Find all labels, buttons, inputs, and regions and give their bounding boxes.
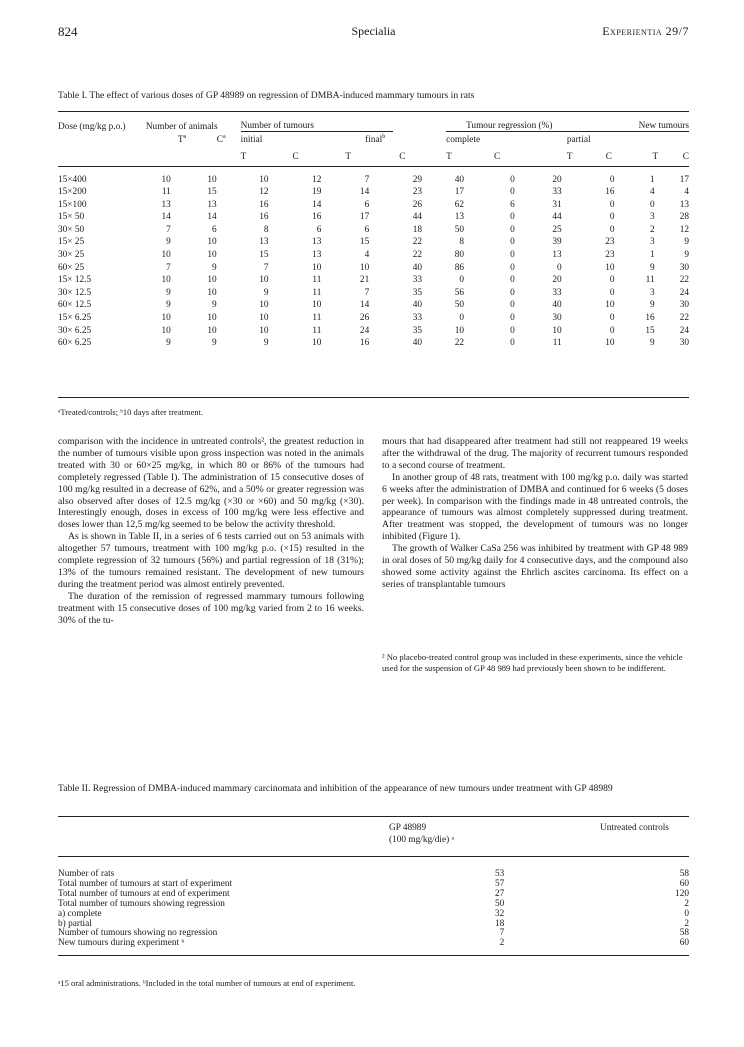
value-cell: 58	[679, 869, 689, 879]
value-cell: 11	[312, 275, 322, 286]
value-cell: 2	[684, 898, 689, 909]
table1-bottom-rule	[58, 397, 689, 398]
value-cell: 15	[359, 237, 370, 248]
value-cell: 40	[412, 300, 423, 311]
hdr-partial-T: T	[566, 151, 573, 162]
value-cell: 29	[412, 174, 423, 185]
table2-caption: Table II. Regression of DMBA-induced mammary carcinomata and inhibition of the appearance of new tumours under treatment with GP 48989	[58, 783, 613, 794]
table1-row	[58, 299, 689, 312]
value-cell: 7	[499, 928, 505, 939]
value-cell: 40	[552, 300, 562, 311]
value-cell: 40	[412, 262, 423, 273]
value-cell: 60	[679, 878, 689, 889]
hdr-final-T: T	[345, 151, 352, 162]
hdr-tumours: Number of tumours	[240, 121, 314, 131]
value-cell: 30	[679, 338, 689, 349]
page-number: 824	[58, 24, 78, 39]
dose-cell: 15× 50	[58, 212, 85, 223]
row-label: Total number of tumours at start of experiment	[58, 878, 233, 889]
value-cell: 30	[679, 300, 689, 311]
value-cell: 9	[166, 287, 171, 298]
value-cell: 23	[605, 250, 615, 261]
hdr-complete-T: T	[446, 151, 452, 162]
table2	[58, 870, 689, 949]
value-cell: 6	[212, 224, 217, 235]
value-cell: 10	[259, 300, 269, 311]
value-cell: 26	[412, 199, 423, 210]
value-cell: 2	[499, 938, 505, 949]
value-cell: 44	[552, 212, 562, 223]
value-cell: 9	[166, 237, 171, 248]
value-cell: 10	[605, 262, 615, 273]
value-cell: 14	[207, 212, 217, 223]
value-cell: 15	[645, 325, 655, 336]
value-cell: 16	[359, 338, 370, 349]
value-cell: 10	[207, 313, 217, 324]
value-cell: 27	[495, 888, 505, 899]
dose-cell: 30× 50	[58, 224, 85, 235]
value-cell: 4	[684, 187, 689, 198]
value-cell: 10	[161, 275, 171, 286]
value-cell: 1	[649, 250, 655, 261]
value-cell: 0	[510, 250, 515, 261]
paragraph: mours that had disappeared after treatment had still not reappeared 19 weeks after the withdrawal of the drug. The majority of recurrent tumours responded to a second course of treatment.	[382, 436, 688, 471]
hdr-new: New tumours	[638, 121, 689, 131]
value-cell: 7	[364, 287, 370, 298]
value-cell: 0	[609, 275, 615, 286]
paragraph: comparison with the incidence in untreated controls², the greatest reduction in the number of tumours visible upon gross inspection was noted in the animals treated with 30 or 60×25 mg/kg, in which 80 or 86% of the tumours had completely regressed (Table I). The administration of 15 consecutive doses of 100 mg/kg resulted in a decrease of 62%, and a 50% or greater regression was also observed after doses of 12.5 mg/kg (×30 or ×60) and 50 mg/kg (×30). Interestingly enough, doses in excess of 100 mg/kg were less effective and doses lower than 12,5 mg/kg seemed to be below the activity threshold.	[58, 436, 364, 531]
value-cell: 17	[359, 212, 370, 223]
value-cell: 0	[510, 237, 515, 248]
dose-cell: 60× 6.25	[58, 338, 92, 349]
body-right-column	[382, 436, 688, 591]
dose-cell: 30× 12.5	[58, 287, 92, 298]
value-cell: 56	[454, 287, 464, 298]
value-cell: 17	[454, 187, 464, 198]
section-title: Specialia	[351, 24, 396, 38]
value-cell: 11	[161, 187, 171, 198]
row-label: a) complete	[58, 908, 102, 919]
value-cell: 23	[605, 237, 615, 248]
value-cell: 19	[312, 187, 322, 198]
value-cell: 16	[259, 212, 269, 223]
value-cell: 9	[684, 237, 689, 248]
value-cell: 12	[679, 224, 689, 235]
dose-cell: 30× 25	[58, 250, 85, 261]
value-cell: 11	[552, 338, 562, 349]
value-cell: 22	[679, 275, 689, 286]
value-cell: 4	[364, 250, 370, 261]
value-cell: 21	[359, 275, 370, 286]
hdr-complete-C: C	[493, 151, 501, 162]
value-cell: 10	[207, 275, 217, 286]
value-cell: 8	[459, 237, 464, 248]
value-cell: 0	[609, 325, 615, 336]
value-cell: 15	[259, 250, 269, 261]
row-label: b) partial	[58, 918, 92, 929]
value-cell: 13	[312, 237, 322, 248]
value-cell: 10	[312, 300, 322, 311]
value-cell: 6	[364, 199, 370, 210]
value-cell: 12	[312, 174, 322, 185]
paragraph: In another group of 48 rats, treatment with 100 mg/kg p.o. daily was started 6 weeks after the administration of DMBA and continued for 6 weeks (5 doses per week). In comparison with the findings made in 48 untreated controls, the appearance of tumours was almost completely suppressed during treatment. After treatment was stopped, the development of tumours was no longer inhibited (Figure 1).	[382, 471, 688, 543]
value-cell: 0	[510, 187, 515, 198]
value-cell: 1	[649, 174, 655, 185]
table2-bottom-rule	[58, 955, 689, 956]
value-cell: 3	[649, 237, 655, 248]
value-cell: 40	[454, 174, 464, 185]
dose-cell: 30× 6.25	[58, 325, 92, 336]
value-cell: 0	[649, 199, 655, 210]
page-header	[58, 24, 689, 40]
value-cell: 9	[212, 300, 217, 311]
value-cell: 20	[552, 174, 562, 185]
value-cell: 14	[312, 199, 322, 210]
value-cell: 10	[207, 325, 217, 336]
value-cell: 33	[412, 313, 423, 324]
dose-cell: 15× 12.5	[58, 275, 92, 286]
row-label: Number of rats	[58, 869, 115, 879]
value-cell: 0	[510, 287, 515, 298]
journal-name: Experientia 29/7	[602, 24, 689, 38]
hdr-initial-C: C	[292, 151, 299, 162]
value-cell: 4	[649, 187, 655, 198]
value-cell: 0	[510, 275, 515, 286]
value-cell: 0	[510, 338, 515, 349]
value-cell: 9	[166, 300, 171, 311]
col1-title: GP 48989	[389, 823, 427, 833]
value-cell: 11	[645, 275, 655, 286]
value-cell: 10	[552, 325, 562, 336]
table1	[58, 114, 689, 350]
value-cell: 20	[552, 275, 562, 286]
value-cell: 13	[312, 250, 322, 261]
value-cell: 53	[495, 869, 505, 879]
value-cell: 31	[552, 199, 562, 210]
value-cell: 0	[459, 313, 464, 324]
hdr-final: final$^b$	[345, 132, 393, 149]
table1-row	[58, 211, 689, 224]
hdr-new-C: C	[682, 151, 689, 162]
value-cell: 57	[495, 878, 505, 889]
value-cell: 24	[679, 287, 689, 298]
table1-caption: Table I. The effect of various doses of GP 48989 on regression of DMBA-induced mammary tumours in rats	[58, 90, 475, 101]
dose-cell: 60× 25	[58, 262, 85, 273]
value-cell: 10	[605, 300, 615, 311]
value-cell: 9	[263, 338, 269, 349]
hdr-dose: Dose (mg/kg p.o.)	[58, 121, 126, 132]
value-cell: 13	[161, 199, 171, 210]
value-cell: 10	[207, 237, 217, 248]
value-cell: 0	[609, 313, 615, 324]
value-cell: 0	[609, 287, 615, 298]
table2-top-rule	[58, 816, 689, 817]
dose-cell: 60× 12.5	[58, 300, 92, 311]
value-cell: 11	[312, 325, 322, 336]
value-cell: 8	[263, 224, 269, 235]
value-cell: 22	[412, 237, 423, 248]
value-cell: 10	[161, 325, 171, 336]
hdr-animals: Number of animals	[145, 121, 218, 132]
value-cell: 0	[510, 212, 515, 223]
value-cell: 30	[552, 313, 562, 324]
value-cell: 26	[359, 313, 370, 324]
value-cell: 10	[161, 313, 171, 324]
table2-row	[58, 910, 689, 920]
value-cell: 120	[675, 888, 689, 899]
hdr-animals-T: $T^a$	[177, 134, 187, 146]
value-cell: 7	[364, 174, 370, 185]
value-cell: 80	[454, 250, 464, 261]
value-cell: 9	[684, 250, 689, 261]
value-cell: 0	[459, 275, 464, 286]
hdr-complete: complete	[446, 132, 539, 149]
value-cell: 60	[679, 938, 689, 949]
value-cell: 13	[679, 199, 689, 210]
value-cell: 0	[609, 174, 615, 185]
dose-cell: 15× 25	[58, 237, 85, 248]
value-cell: 14	[161, 212, 171, 223]
dose-cell: 15×400	[58, 174, 87, 185]
value-cell: 0	[557, 262, 562, 273]
value-cell: 10	[161, 250, 171, 261]
value-cell: 10	[259, 313, 269, 324]
value-cell: 9	[649, 300, 655, 311]
table1-row	[58, 249, 689, 262]
table1-row	[58, 224, 689, 237]
value-cell: 14	[359, 187, 370, 198]
value-cell: 0	[510, 300, 515, 311]
dose-cell: 15×200	[58, 187, 87, 198]
value-cell: 15	[207, 187, 217, 198]
value-cell: 22	[679, 313, 689, 324]
value-cell: 50	[454, 300, 464, 311]
table1-row	[58, 262, 689, 275]
value-cell: 0	[510, 325, 515, 336]
value-cell: 10	[259, 275, 269, 286]
table1-row	[58, 236, 689, 249]
hdr-animals-C: $C^a$	[216, 134, 226, 146]
value-cell: 13	[454, 212, 464, 223]
value-cell: 11	[312, 313, 322, 324]
value-cell: 62	[454, 199, 464, 210]
value-cell: 18	[495, 918, 505, 929]
value-cell: 7	[166, 224, 171, 235]
value-cell: 0	[510, 313, 515, 324]
row-label: New tumours during experiment ᵇ	[58, 938, 185, 949]
table2-row	[58, 900, 689, 910]
value-cell: 16	[312, 212, 322, 223]
value-cell: 16	[259, 199, 269, 210]
value-cell: 10	[161, 174, 171, 185]
dose-cell: 15×100	[58, 199, 87, 210]
value-cell: 28	[679, 212, 689, 223]
dose-cell: 15× 6.25	[58, 313, 92, 324]
paragraph: As is shown in Table II, in a series of 6 tests carried out on 53 animals with altogether 57 tumours, treatment with 100 mg/kg p.o. (×15) resulted in the complete regression of 32 tumours (56%) and partial regression of 18 (31%); 13% of the tumours remained resistant. The development of new tumours during the treatment period was almost entirely prevented.	[58, 531, 364, 590]
value-cell: 50	[454, 224, 464, 235]
table1-top-rule	[58, 111, 689, 112]
value-cell: 2	[684, 918, 689, 929]
value-cell: 9	[649, 262, 655, 273]
paragraph: The duration of the remission of regressed mammary tumours following treatment with 15 consecutive doses of 100 mg/kg varied from 2 to 16 weeks. 30% of the tu-	[58, 590, 364, 626]
value-cell: 3	[649, 287, 655, 298]
value-cell: 0	[684, 908, 689, 919]
col1-subtitle: (100 mg/kg/die) ᵃ	[389, 834, 455, 845]
value-cell: 22	[454, 338, 464, 349]
value-cell: 0	[510, 224, 515, 235]
value-cell: 30	[679, 262, 689, 273]
hdr-new-T: T	[652, 151, 659, 162]
value-cell: 7	[166, 262, 171, 273]
value-cell: 0	[510, 174, 515, 185]
value-cell: 13	[259, 237, 269, 248]
table1-row	[58, 312, 689, 325]
value-cell: 10	[605, 338, 615, 349]
table2-header-rule	[58, 856, 689, 857]
value-cell: 10	[259, 174, 269, 185]
value-cell: 2	[649, 224, 655, 235]
value-cell: 39	[552, 237, 562, 248]
hdr-final-C: C	[399, 151, 406, 162]
value-cell: 10	[359, 262, 370, 273]
value-cell: 9	[212, 262, 217, 273]
table1-footnote: ᵃTreated/controls; ᵇ10 days after treatment.	[58, 407, 204, 417]
value-cell: 9	[263, 287, 269, 298]
row-label: Total number of tumours showing regression	[58, 898, 225, 909]
value-cell: 12	[259, 187, 269, 198]
table2-col2-header: Untreated controls	[600, 823, 669, 833]
value-cell: 6	[316, 224, 322, 235]
value-cell: 35	[412, 287, 423, 298]
value-cell: 23	[412, 187, 423, 198]
value-cell: 24	[679, 325, 689, 336]
value-cell: 10	[259, 325, 269, 336]
value-cell: 0	[609, 224, 615, 235]
table2-footnote: ᵃ15 oral administrations. ᵇIncluded in the total number of tumours at end of experiment.	[58, 978, 356, 988]
value-cell: 10	[207, 174, 217, 185]
value-cell: 22	[412, 250, 423, 261]
table2-row	[58, 939, 689, 949]
value-cell: 33	[552, 287, 562, 298]
value-cell: 0	[609, 199, 615, 210]
value-cell: 13	[552, 250, 562, 261]
value-cell: 13	[207, 199, 217, 210]
value-cell: 16	[605, 187, 615, 198]
value-cell: 86	[454, 262, 464, 273]
table2-col1-header	[389, 823, 454, 846]
value-cell: 58	[679, 928, 689, 939]
value-cell: 17	[679, 174, 689, 185]
value-cell: 24	[359, 325, 370, 336]
hdr-partial: partial	[539, 132, 639, 149]
value-cell: 6	[364, 224, 370, 235]
hdr-initial-T: T	[240, 151, 247, 162]
value-cell: 40	[412, 338, 423, 349]
value-cell: 0	[510, 262, 515, 273]
value-cell: 10	[312, 338, 322, 349]
value-cell: 16	[645, 313, 655, 324]
body-footnote: ² No placebo-treated control group was included in these experiments, since the vehicle used for the suspension of GP 48 989 had previously been shown to be indifferent.	[382, 652, 683, 673]
hdr-regression: Tumour regression (%)	[466, 121, 553, 131]
table1-row	[58, 186, 689, 199]
table1-row	[58, 274, 689, 287]
paragraph: The growth of Walker CaSa 256 was inhibited by treatment with GP 48 989 in oral doses of 50 mg/kg daily for 4 consecutive days, and the compound also showed some activity against the Ehrlich ascites carcinoma. Its effect on a series of transplantable tumours	[382, 543, 688, 590]
value-cell: 9	[166, 338, 171, 349]
value-cell: 50	[495, 898, 505, 909]
value-cell: 35	[412, 325, 423, 336]
table1-row	[58, 325, 689, 338]
value-cell: 32	[495, 908, 505, 919]
value-cell: 14	[359, 300, 370, 311]
table1-row	[58, 287, 689, 300]
value-cell: 18	[412, 224, 423, 235]
value-cell: 7	[263, 262, 269, 273]
value-cell: 3	[649, 212, 655, 223]
row-label: Number of tumours showing no regression	[58, 928, 218, 939]
table1-row	[58, 199, 689, 212]
value-cell: 10	[207, 250, 217, 261]
value-cell: 6	[510, 199, 515, 210]
value-cell: 9	[649, 338, 655, 349]
table1-row	[58, 337, 689, 350]
value-cell: 33	[552, 187, 562, 198]
value-cell: 10	[312, 262, 322, 273]
hdr-initial: initial	[241, 132, 346, 149]
value-cell: 11	[312, 287, 322, 298]
value-cell: 25	[552, 224, 562, 235]
value-cell: 33	[412, 275, 423, 286]
value-cell: 10	[207, 287, 217, 298]
hdr-partial-C: C	[605, 151, 612, 162]
value-cell: 44	[412, 212, 423, 223]
value-cell: 9	[212, 338, 217, 349]
value-cell: 0	[609, 212, 615, 223]
value-cell: 10	[454, 325, 464, 336]
body-left-column	[58, 436, 364, 627]
row-label: Total number of tumours at end of experiment	[58, 888, 230, 899]
table1-row	[58, 174, 689, 187]
